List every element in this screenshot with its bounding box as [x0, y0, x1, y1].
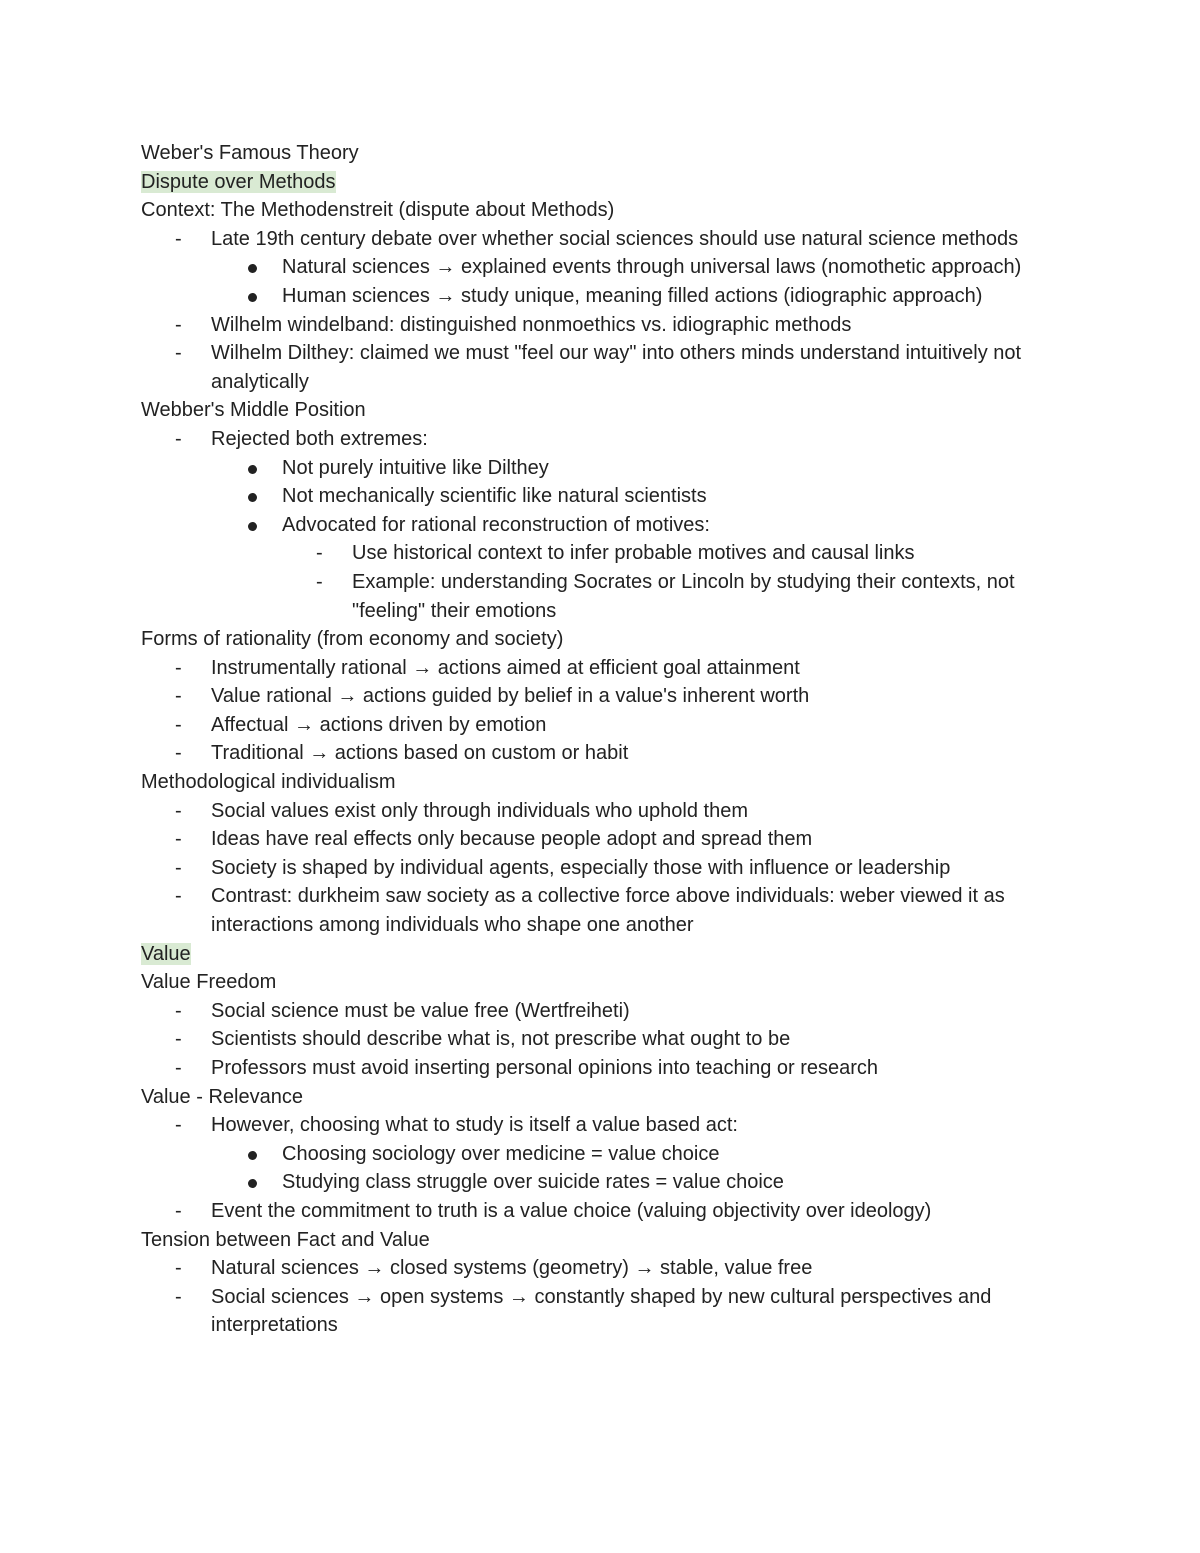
dash-marker: -: [175, 742, 182, 765]
list-item: [141, 1054, 1061, 1083]
dash-marker: -: [175, 1028, 182, 1051]
dash-marker: -: [175, 227, 182, 250]
list-item-text: Human sciences → study unique, meaning filled actions (idiographic approach): [282, 284, 983, 307]
list-item: [141, 568, 1061, 625]
list-item-text: Wilhelm windelband: distinguished nonmoethics vs. idiographic methods: [211, 313, 852, 336]
bullet-icon: [248, 1140, 257, 1169]
list-item-text: Use historical context to infer probable motives and causal links: [352, 542, 915, 565]
dash-marker: -: [175, 313, 182, 336]
dash-marker: -: [175, 685, 182, 708]
list-item-text: Rejected both extremes:: [211, 427, 428, 450]
dash-marker: -: [175, 427, 182, 450]
list-item-text: Social values exist only through individuals who uphold them: [211, 799, 748, 822]
bullet-icon: [248, 454, 257, 483]
list-item: [141, 1197, 1061, 1226]
list-item-text: Social sciences → open systems → constantly shaped by new cultural perspectives and interpretations: [211, 1285, 992, 1337]
list-item-text: Professors must avoid inserting personal opinions into teaching or research: [211, 1057, 879, 1079]
list-item: [141, 311, 1061, 340]
section-heading-rationality: Forms of rationality (from economy and society): [141, 628, 564, 651]
list-item-text: Event the commitment to truth is a value choice (valuing objectivity over ideology): [211, 1199, 932, 1222]
dash-marker: -: [175, 713, 182, 736]
list-item-text: Not mechanically scientific like natural scientists: [282, 485, 707, 508]
section-heading-individualism: Methodological individualism: [141, 771, 396, 794]
dash-marker: -: [175, 1057, 182, 1079]
list-item-text: Wilhelm Dilthey: claimed we must "feel our way" into others minds understand intuitively not analytically: [211, 342, 1022, 393]
highlighted-heading: Dispute over Methods: [141, 170, 336, 193]
dash-marker: -: [175, 1114, 182, 1137]
section-heading-relevance: Value - Relevance: [141, 1085, 303, 1108]
list-item-text: Natural sciences → explained events through universal laws (nomothetic approach): [282, 256, 1022, 279]
list-item: [141, 654, 1061, 683]
dash-marker: -: [175, 1285, 182, 1308]
list-item: [141, 511, 1061, 540]
list-item-text: Not purely intuitive like Dilthey: [282, 456, 549, 479]
dash-marker: -: [175, 1257, 182, 1280]
list-item-text: Society is shaped by individual agents, especially those with influence or leadership: [211, 856, 951, 879]
dash-marker: -: [175, 856, 182, 879]
list-item: [141, 454, 1061, 483]
list-item: [141, 882, 1061, 939]
bullet-icon: [248, 511, 257, 540]
dash-marker: -: [175, 885, 182, 908]
list-item: [141, 1283, 1061, 1340]
list-item: [141, 739, 1061, 768]
list-item-text: Contrast: durkheim saw society as a collective force above individuals: weber viewed it as interactions among individuals who shape one another: [211, 885, 1005, 937]
list-item: [141, 997, 1061, 1026]
list-item: [141, 1025, 1061, 1054]
dash-marker: -: [175, 1199, 182, 1222]
section-heading-middle: Webber's Middle Position: [141, 399, 366, 422]
list-item-text: Scientists should describe what is, not prescribe what ought to be: [211, 1028, 791, 1051]
list-item-text: Late 19th century debate over whether social sciences should use natural science methods: [211, 227, 1019, 250]
list-item: [141, 1254, 1061, 1283]
list-item-text: Advocated for rational reconstruction of motives:: [282, 513, 710, 536]
list-item: [141, 711, 1061, 740]
dash-marker: -: [175, 999, 182, 1022]
list-item-text: Ideas have real effects only because people adopt and spread them: [211, 828, 813, 851]
list-item: [141, 682, 1061, 711]
bullet-icon: [248, 482, 257, 511]
list-item-text: Social science must be value free (Wertfreiheti): [211, 999, 630, 1022]
list-item-text: Choosing sociology over medicine = value choice: [282, 1142, 720, 1165]
section-heading-freedom: Value Freedom: [141, 971, 277, 994]
list-item: [141, 1140, 1061, 1169]
section-heading-tension: Tension between Fact and Value: [141, 1228, 430, 1251]
highlighted-heading: Value: [141, 942, 191, 965]
bullet-icon: [248, 1168, 257, 1197]
list-item-text: Example: understanding Socrates or Lincoln by studying their contexts, not "feeling" their emotions: [352, 570, 1015, 622]
list-item: [141, 253, 1061, 282]
document-body: [141, 139, 1061, 1340]
dash-marker: -: [175, 799, 182, 822]
bullet-icon: [248, 282, 257, 311]
list-item-text: Studying class struggle over suicide rates = value choice: [282, 1171, 784, 1194]
context-line: Context: The Methodenstreit (dispute about Methods): [141, 199, 615, 222]
list-item: [141, 339, 1061, 396]
document-title: Weber's Famous Theory: [141, 142, 359, 164]
dash-marker: -: [316, 570, 323, 593]
dash-marker: -: [175, 656, 182, 679]
list-item: [141, 1168, 1061, 1197]
list-item: [141, 797, 1061, 826]
list-item-text: Value rational → actions guided by belief in a value's inherent worth: [211, 685, 810, 708]
dash-marker: -: [316, 542, 323, 565]
list-item: [141, 539, 1061, 568]
list-item-text: Natural sciences → closed systems (geometry) → stable, value free: [211, 1257, 813, 1280]
list-item: [141, 825, 1061, 854]
section-heading-dispute: [141, 168, 1061, 197]
section-heading-value: [141, 940, 1061, 969]
list-item-text: Instrumentally rational → actions aimed at efficient goal attainment: [211, 656, 800, 679]
dash-marker: -: [175, 342, 182, 365]
list-item: [141, 425, 1061, 454]
list-item: [141, 282, 1061, 311]
list-item-text: Affectual → actions driven by emotion: [211, 713, 547, 736]
list-item: [141, 1111, 1061, 1140]
list-item-text: However, choosing what to study is itself a value based act:: [211, 1114, 738, 1137]
list-item-text: Traditional → actions based on custom or habit: [211, 742, 629, 765]
bullet-icon: [248, 253, 257, 282]
list-item: [141, 854, 1061, 883]
list-item: [141, 482, 1061, 511]
dash-marker: -: [175, 828, 182, 851]
list-item: [141, 225, 1061, 254]
